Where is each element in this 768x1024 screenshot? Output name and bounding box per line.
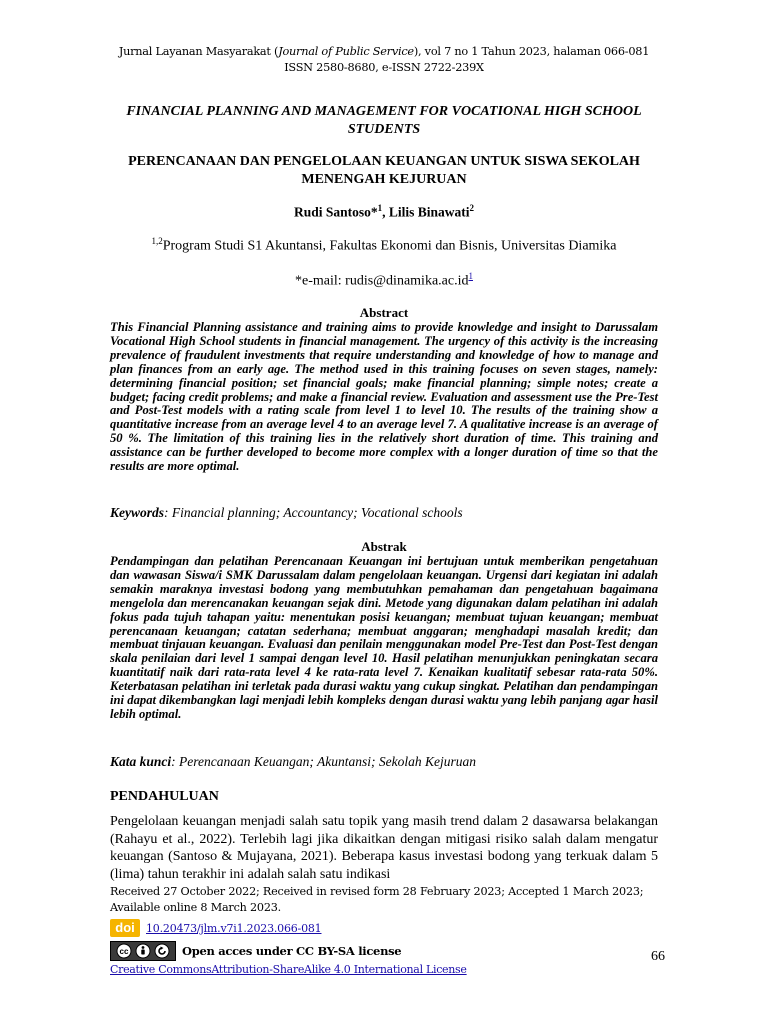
doi-link[interactable]: 10.20473/jlm.v7i1.2023.066-081 <box>146 921 322 935</box>
abstract-heading: Abstract <box>359 305 409 320</box>
page-number: 66 <box>651 949 665 964</box>
author-name: Lilis Binawati <box>388 204 470 220</box>
journal-citation: Jurnal Layanan Masyarakat (Journal of Public Service), vol 7 no 1 Tahun 2023, halaman 066-081 <box>118 45 650 58</box>
journal-header <box>0 44 768 75</box>
abstract-body-indonesian: Pendampingan dan pelatihan Perencanaan Keuangan ini bertujuan untuk memberikan pengetahuan dan wawasan Siswa/i SMK Darussalam dalam pengelolaan keuangan. Urgensi dari kegiatan ini adalah semakin maraknya investasi bodong yang membutuhkan pemahaman dan pengetahuan bagaimana mengelola dan merencanakan keuangan sejak dini. Metode yang digunakan dalam pelatihan ini adalah fokus pada tujuh tahapan yaitu: menentukan posisi keuangan; membuat tujuan keuangan; membuat perencanaan keuangan; catatan sederhana; membuat anggaran; menghadapi masalah kredit; dan membuat tinjauan keuangan. Evaluasi dan penilain menggunakan model Pre-Test dan Post-Test dengan skala penilaian dari level 1 sampai dengan level 10. Hasil pelatihan menunjukkan peningkatan secara kuantitatif naik dari rata-rata level 4 ke rata-rata level 7. Kenaikan kualitatif sebesar rata-rata 50%. Keterbatasan pelatihan ini terletak pada durasi waktu yang cukup singkat. Pelatihan dan pendampingan ini dapat dikembangkan lagi menjadi lebih kompleks dengan durasi waktu yang lebih panjang agar hasil lebih optimal. <box>110 554 658 721</box>
share-alike-icon <box>154 943 170 959</box>
author-line: Rudi Santoso*$^1$, Lilis Binawati$^2$ <box>293 203 475 220</box>
author-affiliation-mark: 1 <box>377 203 383 213</box>
affiliation: $^{1,2}$Program Studi S1 Akuntansi, Fakultas Ekonomi dan Bisnis, Universitas Diamika <box>151 236 617 254</box>
email-footnote-link[interactable]: 1 <box>468 271 473 281</box>
doi-row <box>110 918 321 938</box>
journal-english-name: Journal of Public Service <box>278 45 414 58</box>
paper-title-indonesian: PERENCANAAN DAN PENGELOLAAN KEUANGAN UNTUK SISWA SEKOLAH MENENGAH KEJURUAN <box>128 154 640 187</box>
abstrak-heading: Abstrak <box>361 539 407 554</box>
keywords-english: Keywords: Financial planning; Accountancy; Vocational schools <box>110 505 463 520</box>
received-dates: Received 27 October 2022; Received in revised form 28 February 2023; Accepted 1 March 2023; Available online 8 March 2023. <box>110 885 644 914</box>
section-heading-introduction: PENDAHULUAN <box>110 789 219 804</box>
author-affiliation-mark: 2 <box>469 203 475 213</box>
paper-title-english: FINANCIAL PLANNING AND MANAGEMENT FOR VOCATIONAL HIGH SCHOOL STUDENTS <box>126 104 642 137</box>
introduction-paragraph: Pengelolaan keuangan menjadi salah satu topik yang masih trend dalam 2 dasawarsa belakangan (Rahayu et al., 2022). Terlebih lagi jika dikaitkan dengan mitigasi risiko salah dalam mengatur keuangan (Santoso & Mujayana, 2021). Beberapa kasus investasi bodong yang terkuak dalam 5 (lima) tahun terakhir ini adalah salah satu indikasi <box>110 814 658 882</box>
license-row <box>110 941 401 961</box>
license-label: Open acces under CC BY-SA license <box>182 944 402 958</box>
cc-icon <box>116 943 132 959</box>
svg-text:cc: cc <box>119 947 129 956</box>
corresponding-email: *e-mail: rudis@dinamika.ac.id$^1$ <box>295 271 473 289</box>
doi-logo-icon: doi <box>110 919 140 937</box>
cc-by-sa-icon <box>110 941 176 961</box>
keywords-indonesian: Kata kunci: Perencanaan Keuangan; Akuntansi; Sekolah Kejuruan <box>110 754 476 769</box>
abstract-body-english: This Financial Planning assistance and training aims to provide knowledge and insight to Darussalam Vocational High School students in financial management. The urgency of this activity is the increasing prevalence of fraudulent investments that require understanding and knowledge of how to manage and plan finances from an early age. The method used in this training focuses on seven stages, namely: determining financial position; set financial goals; make financial planning; simple notes; create a budget; facing credit problems; and make a financial review. Evaluation and assessment use the Pre-Test and Post-Test models with a rating scale from level 1 to level 10. The results of the training show a quantitative increase from an average level 4 to an average level 7. A qualitative increase is an average of 50 %. The limitation of this training lies in the relatively short duration of time. This training and assistance can be further developed to become more complex with a longer duration of time so that the results are more optimal. <box>110 320 658 474</box>
author-name: Rudi Santoso* <box>293 204 378 220</box>
license-link[interactable]: Creative CommonsAttribution-ShareAlike 4.0 International License <box>110 963 467 976</box>
by-attribution-icon <box>135 943 151 959</box>
journal-issn: ISSN 2580-8680, e-ISSN 2722-239X <box>284 60 484 74</box>
